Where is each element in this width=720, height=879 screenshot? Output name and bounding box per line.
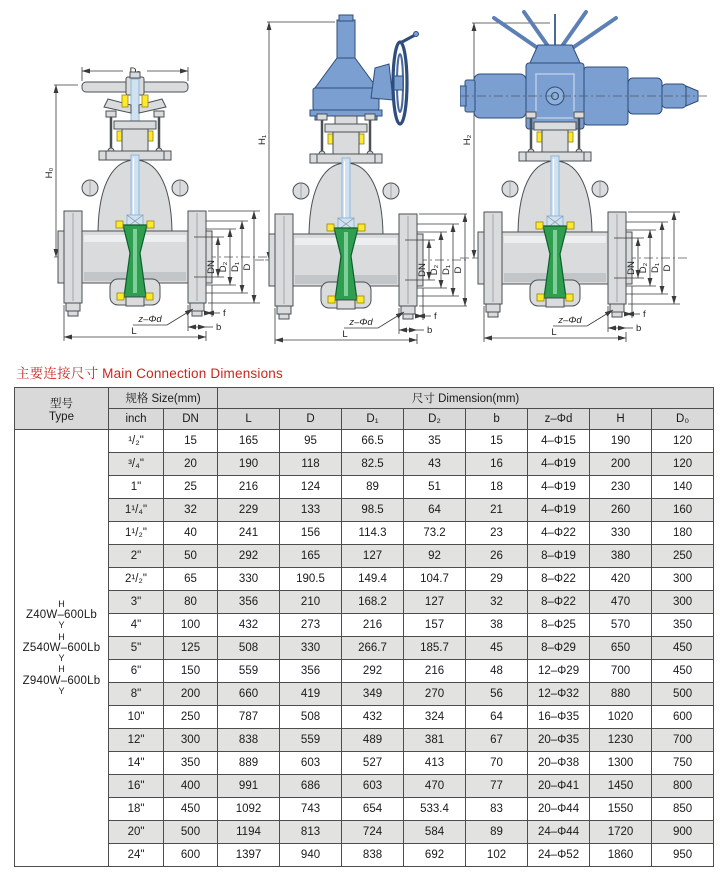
- cell: 266.7: [342, 637, 404, 660]
- cell: 216: [404, 660, 466, 683]
- table-row: [15, 729, 714, 752]
- cell: 380: [590, 545, 652, 568]
- cell: 838: [218, 729, 280, 752]
- cell: 1230: [590, 729, 652, 752]
- cell: 20–Φ35: [528, 729, 590, 752]
- table-row: [15, 614, 714, 637]
- cell: 65: [164, 568, 218, 591]
- cell: 43: [404, 453, 466, 476]
- table-row: [15, 430, 714, 453]
- model-bottom: Y: [58, 685, 65, 696]
- cell: 600: [164, 844, 218, 867]
- model-bottom: Y: [58, 620, 65, 631]
- cell: 149.4: [342, 568, 404, 591]
- header-col-dn: DN: [164, 409, 218, 430]
- cell: 168.2: [342, 591, 404, 614]
- cell: 120: [652, 453, 714, 476]
- cell: 450: [652, 660, 714, 683]
- dim-label-h2: H₂: [462, 134, 473, 146]
- table-row: [15, 775, 714, 798]
- table-header: [15, 388, 714, 430]
- cell: 5": [109, 637, 164, 660]
- cell: 26: [466, 545, 528, 568]
- header-col-b: b: [466, 409, 528, 430]
- cell: 419: [280, 683, 342, 706]
- cell: 584: [404, 821, 466, 844]
- cell: 2": [109, 545, 164, 568]
- cell: 533.4: [404, 798, 466, 821]
- valve-drawings-panel: [0, 0, 720, 356]
- cell: 432: [342, 706, 404, 729]
- cell: 56: [466, 683, 528, 706]
- cell: 70: [466, 752, 528, 775]
- table-row: [15, 821, 714, 844]
- cell: 45: [466, 637, 528, 660]
- cell: 29: [466, 568, 528, 591]
- cell: 991: [218, 775, 280, 798]
- table-row: [15, 637, 714, 660]
- header-col-zd: z–Φd: [528, 409, 590, 430]
- cell: 124: [280, 476, 342, 499]
- cell: 381: [404, 729, 466, 752]
- cell: 889: [218, 752, 280, 775]
- cell: 4–Φ22: [528, 522, 590, 545]
- cell: 190.5: [280, 568, 342, 591]
- cell: 1": [109, 476, 164, 499]
- cell: 686: [280, 775, 342, 798]
- cell: 8": [109, 683, 164, 706]
- cell: 24–Φ44: [528, 821, 590, 844]
- cell: 4–Φ19: [528, 499, 590, 522]
- cell: 32: [466, 591, 528, 614]
- table-row: [15, 706, 714, 729]
- cell: 229: [218, 499, 280, 522]
- cell: 350: [164, 752, 218, 775]
- cell: 300: [652, 568, 714, 591]
- model-top: H: [58, 598, 65, 609]
- header-col-d: D: [280, 409, 342, 430]
- header-size-group: 规格 Size(mm): [109, 388, 218, 409]
- cell: 35: [404, 430, 466, 453]
- cell: 1720: [590, 821, 652, 844]
- cell: 292: [342, 660, 404, 683]
- cell: 700: [590, 660, 652, 683]
- cell: 489: [342, 729, 404, 752]
- cell: 14": [109, 752, 164, 775]
- cell: 330: [218, 568, 280, 591]
- cell: 241: [218, 522, 280, 545]
- cell: 880: [590, 683, 652, 706]
- cell: 300: [164, 729, 218, 752]
- cell: 3": [109, 591, 164, 614]
- model-top: H: [58, 631, 65, 642]
- cell: 100: [164, 614, 218, 637]
- cell: 165: [218, 430, 280, 453]
- cell: 500: [164, 821, 218, 844]
- cell: 470: [404, 775, 466, 798]
- cell: 450: [652, 637, 714, 660]
- cell: 64: [466, 706, 528, 729]
- cell: 600: [652, 706, 714, 729]
- cell: 260: [590, 499, 652, 522]
- table-row: [15, 522, 714, 545]
- header-type: [15, 388, 109, 430]
- cell: 1397: [218, 844, 280, 867]
- cell: 20–Φ44: [528, 798, 590, 821]
- cell: 1550: [590, 798, 652, 821]
- cell: 150: [164, 660, 218, 683]
- model-block: [15, 600, 108, 631]
- cell: 940: [280, 844, 342, 867]
- cell: 250: [164, 706, 218, 729]
- cell: 190: [590, 430, 652, 453]
- cell: 413: [404, 752, 466, 775]
- cell: 1¹/₄": [109, 499, 164, 522]
- cell: 15: [164, 430, 218, 453]
- cell: 118: [280, 453, 342, 476]
- cell: 156: [280, 522, 342, 545]
- cell: 24": [109, 844, 164, 867]
- cell: 1450: [590, 775, 652, 798]
- header-type-en: Type: [49, 410, 74, 423]
- cell: 356: [218, 591, 280, 614]
- cell: 18: [466, 476, 528, 499]
- cell: 420: [590, 568, 652, 591]
- cell: ¹/₂": [109, 430, 164, 453]
- cell: 185.7: [404, 637, 466, 660]
- cell: 16": [109, 775, 164, 798]
- cell: 432: [218, 614, 280, 637]
- cell: 508: [218, 637, 280, 660]
- table-row: [15, 453, 714, 476]
- model-top: H: [58, 664, 65, 675]
- cell: 16–Φ35: [528, 706, 590, 729]
- cell: 66.5: [342, 430, 404, 453]
- cell: 330: [590, 522, 652, 545]
- cell: 89: [466, 821, 528, 844]
- model-name: Z540W–600Lb: [22, 641, 101, 654]
- cell: 838: [342, 844, 404, 867]
- cell: 813: [280, 821, 342, 844]
- table-row: [15, 499, 714, 522]
- cell: 114.3: [342, 522, 404, 545]
- cell: 4–Φ15: [528, 430, 590, 453]
- header-col-inch: inch: [109, 409, 164, 430]
- cell: 102: [466, 844, 528, 867]
- table-row: [15, 660, 714, 683]
- cell: 450: [164, 798, 218, 821]
- table-row: [15, 798, 714, 821]
- drawing-gear-gate-valve: [255, 8, 467, 350]
- cell: ³/₄": [109, 453, 164, 476]
- cell: 12": [109, 729, 164, 752]
- cell: 82.5: [342, 453, 404, 476]
- cell: 1300: [590, 752, 652, 775]
- cell: 356: [280, 660, 342, 683]
- cell: 127: [342, 545, 404, 568]
- cell: 24–Φ52: [528, 844, 590, 867]
- table-row: [15, 476, 714, 499]
- cell: 1092: [218, 798, 280, 821]
- cell: 83: [466, 798, 528, 821]
- cell: 292: [218, 545, 280, 568]
- cell: 20": [109, 821, 164, 844]
- cell: 104.7: [404, 568, 466, 591]
- header-col-d2: D₂: [404, 409, 466, 430]
- cell: 508: [280, 706, 342, 729]
- drawing-handwheel-gate-valve: [38, 55, 268, 347]
- cell: 25: [164, 476, 218, 499]
- cell: 140: [652, 476, 714, 499]
- cell: 349: [342, 683, 404, 706]
- page-title: 主要连接尺寸 Main Connection Dimensions: [16, 366, 283, 381]
- cell: 470: [590, 591, 652, 614]
- cell: 180: [652, 522, 714, 545]
- table-row: [15, 752, 714, 775]
- dim-label-h0: H₀: [44, 167, 55, 179]
- cell: 8–Φ22: [528, 591, 590, 614]
- cell: 950: [652, 844, 714, 867]
- header-col-d0: D₀: [652, 409, 714, 430]
- cell: 20: [164, 453, 218, 476]
- cell: 38: [466, 614, 528, 637]
- cell: 654: [342, 798, 404, 821]
- cell: 200: [164, 683, 218, 706]
- cell: 570: [590, 614, 652, 637]
- header-dim-group: 尺寸 Dimension(mm): [218, 388, 714, 409]
- cell: 324: [404, 706, 466, 729]
- cell: 743: [280, 798, 342, 821]
- cell: 270: [404, 683, 466, 706]
- model-block: [15, 633, 108, 664]
- cell: 1¹/₂": [109, 522, 164, 545]
- cell: 77: [466, 775, 528, 798]
- cell: 32: [164, 499, 218, 522]
- cell: 350: [652, 614, 714, 637]
- cell: 692: [404, 844, 466, 867]
- cell: 603: [342, 775, 404, 798]
- cell: 20–Φ38: [528, 752, 590, 775]
- cell: 660: [218, 683, 280, 706]
- model-bottom: Y: [58, 653, 65, 664]
- cell: 51: [404, 476, 466, 499]
- cell: 650: [590, 637, 652, 660]
- type-cell: [15, 430, 109, 867]
- header-col-d1: D₁: [342, 409, 404, 430]
- cell: 200: [590, 453, 652, 476]
- dim-label-h1: H₁: [257, 134, 268, 146]
- cell: 8–Φ25: [528, 614, 590, 637]
- cell: 273: [280, 614, 342, 637]
- cell: 1194: [218, 821, 280, 844]
- cell: 250: [652, 545, 714, 568]
- cell: 160: [652, 499, 714, 522]
- cell: 10": [109, 706, 164, 729]
- cell: 40: [164, 522, 218, 545]
- table-row: [15, 591, 714, 614]
- cell: 16: [466, 453, 528, 476]
- cell: 8–Φ22: [528, 568, 590, 591]
- table-row: [15, 545, 714, 568]
- cell: 216: [218, 476, 280, 499]
- cell: 127: [404, 591, 466, 614]
- table-row: [15, 683, 714, 706]
- cell: 20–Φ41: [528, 775, 590, 798]
- cell: 18": [109, 798, 164, 821]
- cell: 216: [342, 614, 404, 637]
- dimension-table: [14, 387, 714, 867]
- cell: 4–Φ19: [528, 476, 590, 499]
- table-row: [15, 568, 714, 591]
- cell: 330: [280, 637, 342, 660]
- model-name: Z40W–600Lb: [25, 609, 98, 622]
- cell: 1020: [590, 706, 652, 729]
- header-type-cn: 型号: [50, 397, 73, 410]
- table-row: [15, 844, 714, 867]
- cell: 165: [280, 545, 342, 568]
- cell: 133: [280, 499, 342, 522]
- cell: 559: [280, 729, 342, 752]
- cell: 2¹/₂": [109, 568, 164, 591]
- cell: 800: [652, 775, 714, 798]
- cell: 120: [652, 430, 714, 453]
- cell: 21: [466, 499, 528, 522]
- cell: 95: [280, 430, 342, 453]
- cell: 50: [164, 545, 218, 568]
- cell: 48: [466, 660, 528, 683]
- cell: 850: [652, 798, 714, 821]
- cell: 15: [466, 430, 528, 453]
- cell: 23: [466, 522, 528, 545]
- cell: 67: [466, 729, 528, 752]
- cell: 80: [164, 591, 218, 614]
- cell: 400: [164, 775, 218, 798]
- cell: 157: [404, 614, 466, 637]
- cell: 92: [404, 545, 466, 568]
- header-col-l: L: [218, 409, 280, 430]
- cell: 73.2: [404, 522, 466, 545]
- cell: 4": [109, 614, 164, 637]
- cell: 900: [652, 821, 714, 844]
- cell: 230: [590, 476, 652, 499]
- cell: 12–Φ29: [528, 660, 590, 683]
- model-name: Z940W–600Lb: [22, 674, 101, 687]
- cell: 8–Φ29: [528, 637, 590, 660]
- cell: 700: [652, 729, 714, 752]
- cell: 210: [280, 591, 342, 614]
- table-body: [15, 430, 714, 867]
- cell: 603: [280, 752, 342, 775]
- cell: 1860: [590, 844, 652, 867]
- cell: 559: [218, 660, 280, 683]
- cell: 8–Φ19: [528, 545, 590, 568]
- cell: 4–Φ19: [528, 453, 590, 476]
- model-block: [15, 665, 108, 696]
- cell: 64: [404, 499, 466, 522]
- cell: 527: [342, 752, 404, 775]
- cell: 98.5: [342, 499, 404, 522]
- cell: 6": [109, 660, 164, 683]
- header-col-h: H: [590, 409, 652, 430]
- cell: 750: [652, 752, 714, 775]
- cell: 89: [342, 476, 404, 499]
- cell: 300: [652, 591, 714, 614]
- cell: 500: [652, 683, 714, 706]
- cell: 12–Φ32: [528, 683, 590, 706]
- cell: 724: [342, 821, 404, 844]
- cell: 125: [164, 637, 218, 660]
- cell: 787: [218, 706, 280, 729]
- cell: 190: [218, 453, 280, 476]
- drawing-electric-gate-valve: [460, 5, 718, 347]
